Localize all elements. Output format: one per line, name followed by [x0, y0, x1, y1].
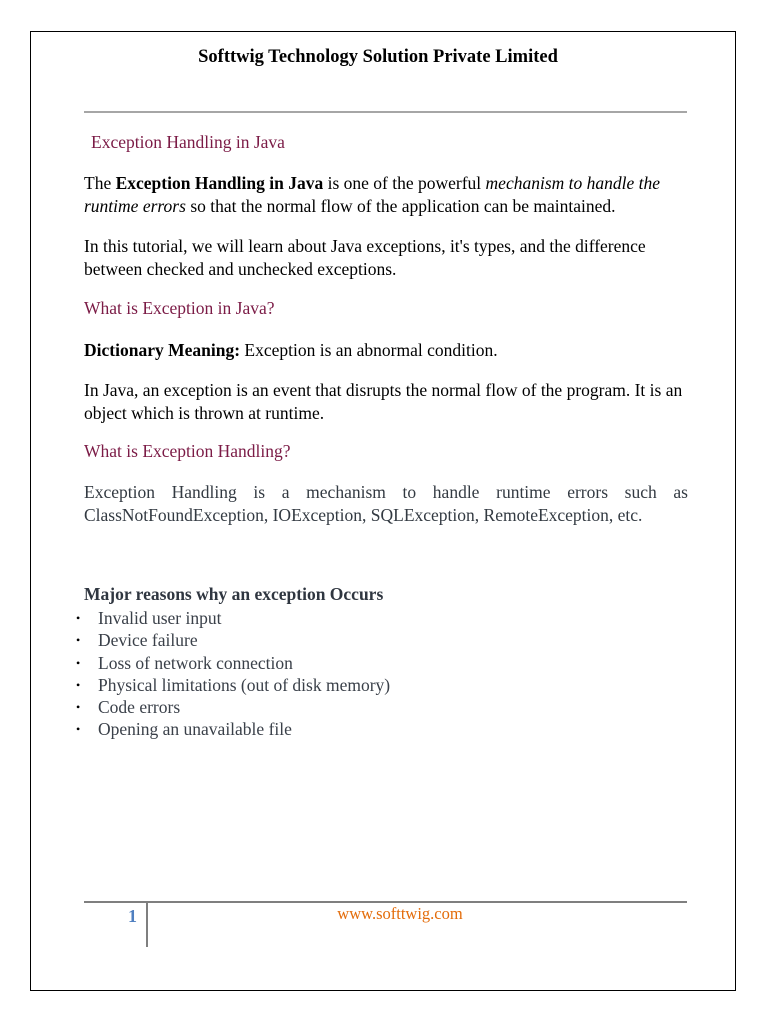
section-heading-what-is-exception: What is Exception in Java? — [84, 298, 275, 318]
intro-paragraph — [84, 172, 688, 217]
intro-text-3: so that the normal flow of the application can be maintained. — [185, 195, 616, 216]
section-heading-exception-handling: Exception Handling in Java — [91, 132, 285, 152]
bullet-icon: • — [76, 655, 81, 670]
list-item-text: Loss of network connection — [98, 652, 293, 673]
header-divider — [84, 111, 687, 113]
intro-italic-phrase: mechanism to handle the runtime errors — [84, 173, 661, 216]
intro-text-2: is one of the powerful — [323, 173, 486, 193]
intro-bold-term: Exception Handling in Java — [115, 173, 324, 193]
dictionary-paragraph — [84, 339, 688, 362]
list-item-text: Opening an unavailable file — [98, 719, 292, 740]
list-item-text: Device failure — [98, 630, 198, 651]
handling-paragraph — [84, 481, 688, 526]
tutorial-paragraph: In this tutorial, we will learn about Java exceptions, it's types, and the difference between checked and unchecked exceptions. — [84, 236, 646, 279]
bullet-icon: • — [76, 722, 81, 737]
footer-divider — [84, 901, 687, 903]
dictionary-text: Exception is an abnormal condition. — [240, 340, 498, 360]
page-header-title: Softtwig Technology Solution Private Limited — [198, 47, 558, 67]
intro-text-1: The — [84, 173, 116, 193]
dictionary-label: Dictionary Meaning: — [84, 340, 241, 360]
bullet-icon: • — [76, 611, 81, 625]
java-definition-paragraph: In Java, an exception is an event that disrupts the normal flow of the program. It is an object which is thrown at runtime. — [84, 380, 683, 423]
reasons-title: Major reasons why an exception Occurs — [84, 584, 384, 604]
bullet-icon: • — [76, 677, 81, 692]
bullet-icon: • — [76, 700, 81, 715]
section-heading-what-is-handling: What is Exception Handling? — [84, 441, 291, 461]
list-item-text: Physical limitations (out of disk memory) — [98, 674, 391, 695]
footer-website-link[interactable]: www.softtwig.com — [337, 904, 463, 923]
handling-line-2: ClassNotFoundException, IOException, SQLException, RemoteException, etc. — [84, 504, 643, 525]
bullet-icon: • — [76, 633, 81, 648]
list-item-text: Code errors — [98, 697, 181, 718]
handling-line-1: Exception Handling is a mechanism to handle runtime errors such as — [84, 482, 688, 502]
page-number: 1 — [128, 906, 137, 926]
list-item-text: Invalid user input — [98, 608, 222, 628]
